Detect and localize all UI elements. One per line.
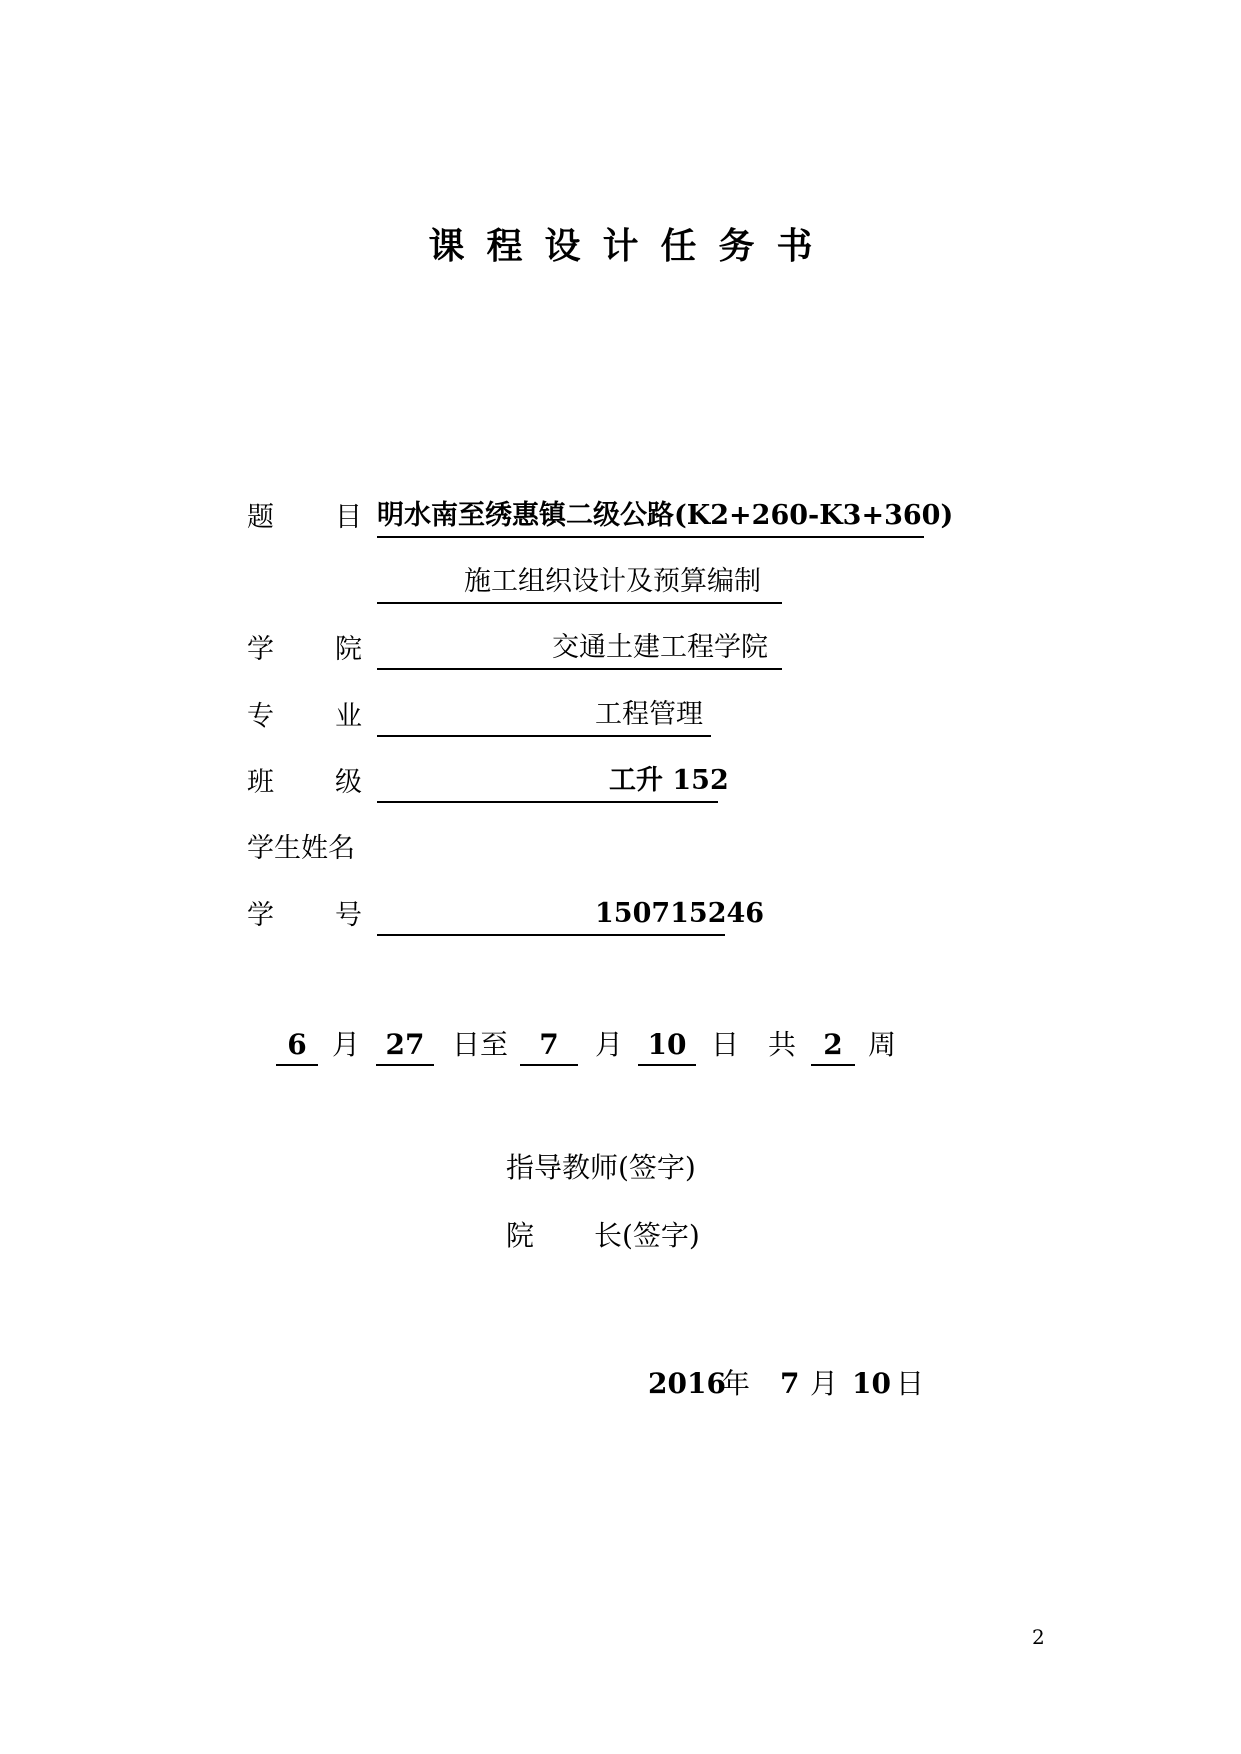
page-number: 2: [1032, 1625, 1045, 1649]
student-id-value: [377, 896, 765, 936]
week-label: 周: [868, 1028, 897, 1061]
college-value: [377, 630, 782, 670]
topic-label-char-1: 题: [247, 502, 274, 533]
dean-signature-label: [506, 1216, 706, 1256]
course-period: [0, 1024, 1241, 1066]
end-day: 10: [638, 1024, 696, 1066]
date-month: 7: [780, 1367, 800, 1400]
class-value: [377, 763, 729, 803]
student-name-row: [247, 829, 947, 869]
weeks-count: 2: [811, 1024, 855, 1066]
college-value-text: 交通土建工程学院: [552, 632, 768, 663]
topic-row-2: [247, 564, 947, 604]
month-label-2: 月: [595, 1028, 624, 1061]
college-label-char-1: 学: [247, 634, 274, 665]
topic-value-line-1-text: 明水南至绣惠镇二级公路(K2+260-K3+360): [377, 500, 954, 531]
start-day: 27: [376, 1024, 434, 1066]
student-id-label-char-2: 号: [335, 900, 362, 931]
day-to-label: 日至: [452, 1028, 509, 1061]
college-label: [247, 630, 367, 670]
date-year-label: 年: [722, 1367, 751, 1400]
major-row: [247, 697, 947, 737]
student-id-label: [247, 896, 367, 936]
dean-signature-rest: 长(签字): [594, 1219, 700, 1252]
topic-label-char-2: 目: [335, 502, 362, 533]
student-name-label: [247, 829, 377, 869]
page-title: 课程设计任务书: [428, 225, 835, 267]
total-label: 共: [768, 1028, 797, 1061]
topic-value-line-2-text: 施工组织设计及预算编制: [464, 566, 761, 597]
topic-label: [247, 498, 367, 538]
major-label-char-2: 业: [335, 701, 362, 732]
class-label: [247, 763, 367, 803]
topic-value-line-2: [377, 564, 782, 604]
college-label-char-2: 院: [335, 634, 362, 665]
topic-row: [247, 498, 954, 538]
student-id-row: [247, 896, 947, 936]
dean-signature-char-1: 院: [506, 1219, 535, 1252]
date-day-label: 日: [896, 1367, 925, 1400]
class-value-text: 工升 152: [609, 765, 729, 796]
date-day: 10: [852, 1367, 891, 1400]
topic-value-line-1: [377, 498, 954, 538]
date-month-label: 月: [810, 1367, 839, 1400]
major-value: [377, 697, 711, 737]
class-label-char-2: 级: [335, 767, 362, 798]
month-label-1: 月: [332, 1028, 361, 1061]
student-id-label-char-1: 学: [247, 900, 274, 931]
advisor-signature-label: 指导教师(签字): [506, 1151, 696, 1184]
student-name-label-text: 学生姓名: [247, 833, 355, 864]
class-row: [247, 763, 947, 803]
student-id-value-text: 150715246: [595, 898, 765, 929]
issue-date: [0, 1364, 1241, 1404]
major-label-char-1: 专: [247, 701, 274, 732]
start-month: 6: [276, 1024, 318, 1066]
major-value-text: 工程管理: [595, 699, 703, 730]
day-label: 日: [711, 1028, 740, 1061]
date-year: 2016: [648, 1367, 726, 1400]
college-row: [247, 630, 947, 670]
major-label: [247, 697, 367, 737]
class-label-char-1: 班: [247, 767, 274, 798]
end-month: 7: [520, 1024, 578, 1066]
